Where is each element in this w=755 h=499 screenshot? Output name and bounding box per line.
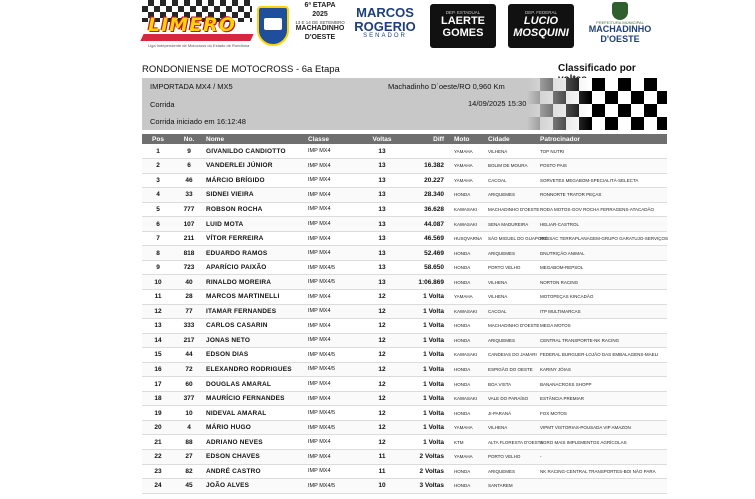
pos-cell: 6 — [142, 217, 174, 232]
city-cell: VILHENA — [486, 289, 538, 304]
sponsor-cell: BANANACROSS SHOPP — [538, 377, 667, 392]
city-cell: VILHENA — [486, 275, 538, 290]
number-cell: 33 — [174, 188, 204, 203]
diff-cell: 1 Volta — [402, 333, 452, 348]
sponsor-cell: AGRO MAIS IMPLEMENTOS AGRÍCOLAS — [538, 435, 667, 450]
bike-cell: KAWASAKI — [452, 348, 486, 363]
race-info-box — [142, 78, 667, 130]
diff-cell: 1 Volta — [402, 348, 452, 363]
sponsor-cell: POSTO PAIS — [538, 159, 667, 174]
sponsor-cell: ESTÂNCIA PREMIAR — [538, 391, 667, 406]
sponsor-laerte-gomes — [430, 4, 496, 48]
laps-cell: 12 — [362, 333, 402, 348]
sponsor-marcos-line1: MARCOS — [356, 5, 414, 20]
pos-cell: 1 — [142, 144, 174, 159]
table-row — [142, 435, 667, 450]
checkered-flag-icon — [527, 78, 667, 130]
rider-name-cell: VANDERLEI JÚNIOR — [204, 159, 306, 174]
bike-cell: HONDA — [452, 275, 486, 290]
city-cell: ALTA FLORESTA D'OESTE — [486, 435, 538, 450]
sponsor-cell: FOX MOTOS — [538, 406, 667, 421]
diff-cell: 1 Volta — [402, 420, 452, 435]
bike-cell: HONDA — [452, 333, 486, 348]
sponsor-lucio-mosquini — [508, 4, 574, 48]
sponsor-cell: DNUTRIÇÃO ANIMAL — [538, 246, 667, 261]
pos-cell: 10 — [142, 275, 174, 290]
city-cell: ARIQUEMES — [486, 246, 538, 261]
laps-cell: 13 — [362, 188, 402, 203]
class-cell: IMP MX4 — [306, 319, 362, 334]
diff-cell: 52.469 — [402, 246, 452, 261]
limero-logo — [142, 0, 252, 52]
col-header-classe: Classe — [306, 134, 362, 144]
class-cell: IMP MX4/5 — [306, 406, 362, 421]
bike-cell: HONDA — [452, 319, 486, 334]
stage-year: 2025 — [312, 10, 328, 18]
class-cell: IMP MX4 — [306, 289, 362, 304]
col-header-cidade: Cidade — [486, 134, 538, 144]
laps-cell: 12 — [362, 377, 402, 392]
number-cell: 45 — [174, 479, 204, 494]
laps-cell: 11 — [362, 449, 402, 464]
diff-cell: 1 Volta — [402, 304, 452, 319]
laps-cell: 12 — [362, 420, 402, 435]
diff-cell: 2 Voltas — [402, 464, 452, 479]
number-cell: 107 — [174, 217, 204, 232]
bike-cell: HONDA — [452, 479, 486, 494]
class-cell: IMP MX4 — [306, 173, 362, 188]
diff-cell: 28.340 — [402, 188, 452, 203]
laps-cell: 12 — [362, 362, 402, 377]
bike-cell: HONDA — [452, 464, 486, 479]
sponsor-laerte-line2: LAERTE — [441, 15, 485, 27]
laps-cell: 13 — [362, 275, 402, 290]
limero-subtitle: Liga Independente de Motocross do Estado de Rondônia — [148, 43, 250, 48]
bike-cell: KAWASAKI — [452, 304, 486, 319]
laps-cell: 10 — [362, 479, 402, 494]
rider-name-cell: MAURÍCIO FERNANDES — [204, 391, 306, 406]
bike-cell: YAMAHA — [452, 159, 486, 174]
rider-name-cell: VÍTOR FERREIRA — [204, 231, 306, 246]
pos-cell: 23 — [142, 464, 174, 479]
rider-name-cell: JONAS NETO — [204, 333, 306, 348]
number-cell: 6 — [174, 159, 204, 174]
city-cell: VILHENA — [486, 420, 538, 435]
bike-cell: HUSQVARNA — [452, 231, 486, 246]
rider-name-cell: JOÃO ALVES — [204, 479, 306, 494]
city-cell: MACHADINHO D'OESTE — [486, 319, 538, 334]
sponsor-marcos-line3: SENADOR — [363, 33, 407, 40]
number-cell: 4 — [174, 420, 204, 435]
sponsor-prefeitura-line2: MACHADINHO — [588, 24, 652, 34]
bike-cell: YAMAHA — [452, 289, 486, 304]
number-cell: 777 — [174, 202, 204, 217]
city-cell: BOA VISTA — [486, 377, 538, 392]
diff-cell: 1 Volta — [402, 289, 452, 304]
rider-name-cell: EDUARDO RAMOS — [204, 246, 306, 261]
laps-cell: 11 — [362, 464, 402, 479]
number-cell: 27 — [174, 449, 204, 464]
table-row — [142, 144, 667, 159]
laps-cell: 12 — [362, 391, 402, 406]
stage-info — [294, 0, 346, 52]
pos-cell: 5 — [142, 202, 174, 217]
diff-cell: 44.087 — [402, 217, 452, 232]
laps-cell: 13 — [362, 202, 402, 217]
sponsor-prefeitura-line3: D'OESTE — [600, 33, 640, 44]
sponsor-cell: CENTRAL TRANSPORTE-NK RACING — [538, 333, 667, 348]
rider-name-cell: MÁRIO HUGO — [204, 420, 306, 435]
table-row — [142, 173, 667, 188]
sponsor-cell: - — [538, 449, 667, 464]
sponsor-cell: HELIAR-CASTROL — [538, 217, 667, 232]
rider-name-cell: EDSON DIAS — [204, 348, 306, 363]
table-row — [142, 348, 667, 363]
diff-cell: 1 Volta — [402, 406, 452, 421]
laps-cell: 13 — [362, 217, 402, 232]
pos-cell: 18 — [142, 391, 174, 406]
number-cell: 77 — [174, 304, 204, 319]
pos-cell: 11 — [142, 289, 174, 304]
pos-cell: 3 — [142, 173, 174, 188]
pos-cell: 7 — [142, 231, 174, 246]
number-cell: 88 — [174, 435, 204, 450]
rider-name-cell: SIDNEI VIEIRA — [204, 188, 306, 203]
class-cell: IMP MX4/5 — [306, 479, 362, 494]
number-cell: 211 — [174, 231, 204, 246]
pos-cell: 20 — [142, 420, 174, 435]
sponsor-cell: NK RACING-CENTRAL TRANSPORTES-BOI NÃO PARA — [538, 464, 667, 479]
class-cell: IMP MX4 — [306, 304, 362, 319]
table-row — [142, 333, 667, 348]
sponsor-marcos-line2: ROGERIO — [354, 18, 416, 34]
table-row — [142, 275, 667, 290]
laps-cell: 12 — [362, 348, 402, 363]
diff-cell: 3 Voltas — [402, 479, 452, 494]
city-cell: MACHADINHO D'OESTE — [486, 202, 538, 217]
table-header-row — [142, 134, 667, 144]
sponsor-cell: KARINY JÓIAS — [538, 362, 667, 377]
stage-number: 6ª ETAPA — [304, 2, 336, 9]
sponsor-lucio-line2: LUCIO — [523, 15, 559, 27]
table-row — [142, 289, 667, 304]
city-cell: ESPIGÃO DO OESTE — [486, 362, 538, 377]
city-cell: PORTO VELHO — [486, 260, 538, 275]
city-cell: VALE DO PARAÍSO — [486, 391, 538, 406]
rider-name-cell: GIVANILDO CANDIOTTO — [204, 144, 306, 159]
stage-city-line2: D'OESTE — [304, 33, 336, 41]
bike-cell: YAMAHA — [452, 449, 486, 464]
pos-cell: 22 — [142, 449, 174, 464]
class-cell: IMP MX4 — [306, 246, 362, 261]
rider-name-cell: MÁRCIO BRÍGIDO — [204, 173, 306, 188]
class-cell: IMP MX4/5 — [306, 275, 362, 290]
number-cell: 9 — [174, 144, 204, 159]
number-cell: 82 — [174, 464, 204, 479]
class-cell: IMP MX4 — [306, 435, 362, 450]
number-cell: 818 — [174, 246, 204, 261]
rider-name-cell: RINALDO MOREIRA — [204, 275, 306, 290]
sponsor-lucio-line3: MOSQUINI — [513, 27, 569, 40]
laps-cell: 13 — [362, 159, 402, 174]
sponsor-cell: MOTOPEÇAS KINCADÃO — [538, 289, 667, 304]
bike-cell: YAMAHA — [452, 144, 486, 159]
diff-cell: 1 Volta — [402, 377, 452, 392]
number-cell: 217 — [174, 333, 204, 348]
laps-cell: 12 — [362, 406, 402, 421]
table-row — [142, 464, 667, 479]
city-cell: BOLIM DE MOURA — [486, 159, 538, 174]
table-row — [142, 304, 667, 319]
number-cell: 40 — [174, 275, 204, 290]
laps-cell: 12 — [362, 304, 402, 319]
class-cell: IMP MX4 — [306, 464, 362, 479]
number-cell: 60 — [174, 377, 204, 392]
city-cell: ARIQUEMES — [486, 464, 538, 479]
col-header-moto: Moto — [452, 134, 486, 144]
class-cell: IMP MX4 — [306, 202, 362, 217]
sponsor-cell: MEGA MOTOS — [538, 319, 667, 334]
sponsor-laerte-line1: DEP. ESTADUAL — [445, 10, 481, 15]
diff-cell: 36.628 — [402, 202, 452, 217]
city-cell: PORTO VELHO — [486, 449, 538, 464]
sponsor-marcos-rogerio — [346, 0, 424, 52]
table-row — [142, 319, 667, 334]
class-cell: IMP MX4 — [306, 377, 362, 392]
laps-cell: 13 — [362, 144, 402, 159]
city-cell: SENA MADUREIRA — [486, 217, 538, 232]
bike-cell: HONDA — [452, 406, 486, 421]
diff-cell: 16.382 — [402, 159, 452, 174]
number-cell: 377 — [174, 391, 204, 406]
bike-cell: YAMAHA — [452, 420, 486, 435]
laps-cell: 13 — [362, 246, 402, 261]
sponsor-cell: TOP NUTRI — [538, 144, 667, 159]
table-row — [142, 246, 667, 261]
col-header-patrocinador: Patrocinador — [538, 134, 667, 144]
classification-title: Classificado por — [558, 63, 636, 74]
city-cell: ARIQUEMES — [486, 188, 538, 203]
rider-name-cell: MARCOS MARTINELLI — [204, 289, 306, 304]
diff-cell: 2 Voltas — [402, 449, 452, 464]
rider-name-cell: LUID MOTA — [204, 217, 306, 232]
diff-cell: 46.569 — [402, 231, 452, 246]
class-cell: IMP MX4 — [306, 231, 362, 246]
laps-cell: 13 — [362, 260, 402, 275]
city-cell: SANTAREM — [486, 479, 538, 494]
pos-cell: 13 — [142, 319, 174, 334]
city-cell: CACOAL — [486, 304, 538, 319]
diff-cell: 1 Volta — [402, 435, 452, 450]
bike-cell: HONDA — [452, 362, 486, 377]
diff-cell — [402, 144, 452, 159]
rider-name-cell: ITAMAR FERNANDES — [204, 304, 306, 319]
class-cell: IMP MX4 — [306, 188, 362, 203]
city-cell: JI-PARANÁ — [486, 406, 538, 421]
table-row — [142, 420, 667, 435]
rider-name-cell: ANDRÉ CASTRO — [204, 464, 306, 479]
number-cell: 28 — [174, 289, 204, 304]
city-cell: CACOAL — [486, 173, 538, 188]
table-row — [142, 479, 667, 494]
col-header-voltas: Voltas — [362, 134, 402, 144]
championship-shield-logo — [252, 0, 294, 52]
pos-cell: 9 — [142, 260, 174, 275]
race-date: 14/09/2025 15:30 — [468, 99, 527, 108]
sponsor-prefeitura — [580, 0, 660, 52]
diff-cell: 1:06.869 — [402, 275, 452, 290]
laps-cell: 12 — [362, 289, 402, 304]
class-cell: IMP MX4/5 — [306, 260, 362, 275]
class-cell: IMP MX4 — [306, 449, 362, 464]
bike-cell: YAMAHA — [452, 173, 486, 188]
bike-cell: KAWASAKI — [452, 217, 486, 232]
sponsor-cell: MEGABOM-REPSOL — [538, 260, 667, 275]
laps-cell: 13 — [362, 231, 402, 246]
bike-cell: HONDA — [452, 246, 486, 261]
number-cell: 723 — [174, 260, 204, 275]
diff-cell: 1 Volta — [402, 319, 452, 334]
table-row — [142, 391, 667, 406]
col-header-no: No. — [174, 134, 204, 144]
diff-cell: 1 Volta — [402, 362, 452, 377]
laps-cell: 12 — [362, 435, 402, 450]
class-cell: IMP MX4 — [306, 159, 362, 174]
rider-name-cell: ELEXANDRO RODRIGUES — [204, 362, 306, 377]
pos-cell: 2 — [142, 159, 174, 174]
class-cell: IMP MX4 — [306, 217, 362, 232]
sponsor-cell: ITP MULTIMARCAS — [538, 304, 667, 319]
city-cell: SÃO MIGUEL DO GUAPORÉ — [486, 231, 538, 246]
shield-icon — [257, 6, 289, 46]
col-header-pos: Pos — [142, 134, 174, 144]
sponsor-cell: RESSAC TERRAPLANAGEM-GRUPO GARATUJO-SERVIÇOS — [538, 231, 667, 246]
pos-cell: 12 — [142, 304, 174, 319]
number-cell: 10 — [174, 406, 204, 421]
laps-cell: 12 — [362, 319, 402, 334]
table-row — [142, 231, 667, 246]
rider-name-cell: CARLOS CASARIN — [204, 319, 306, 334]
number-cell: 46 — [174, 173, 204, 188]
rider-name-cell: DOUGLAS AMARAL — [204, 377, 306, 392]
race-type: Corrida — [150, 100, 175, 109]
rider-name-cell: EDSON CHAVES — [204, 449, 306, 464]
results-table — [142, 134, 667, 494]
laps-cell: 13 — [362, 173, 402, 188]
pos-cell: 16 — [142, 362, 174, 377]
pos-cell: 24 — [142, 479, 174, 494]
pos-cell: 8 — [142, 246, 174, 261]
city-cell: VILHENA — [486, 144, 538, 159]
diff-cell: 58.650 — [402, 260, 452, 275]
limero-wordmark: LIMERO — [148, 14, 236, 36]
table-row — [142, 159, 667, 174]
sponsor-laerte-line3: GOMES — [442, 27, 484, 40]
table-row — [142, 406, 667, 421]
pos-cell: 4 — [142, 188, 174, 203]
stage-city-line1: MACHADINHO — [295, 25, 345, 33]
col-header-diff: Diff — [402, 134, 452, 144]
sponsor-banner — [142, 0, 667, 52]
diff-cell: 1 Volta — [402, 391, 452, 406]
sponsor-cell — [538, 479, 667, 494]
table-row — [142, 449, 667, 464]
table-row — [142, 202, 667, 217]
diff-cell: 20.227 — [402, 173, 452, 188]
pos-cell: 15 — [142, 348, 174, 363]
class-cell: IMP MX4/5 — [306, 348, 362, 363]
number-cell: 72 — [174, 362, 204, 377]
table-row — [142, 377, 667, 392]
class-cell: IMP MX4 — [306, 391, 362, 406]
class-cell: IMP MX4 — [306, 144, 362, 159]
number-cell: 44 — [174, 348, 204, 363]
bike-cell: KAWASAKI — [452, 391, 486, 406]
sponsor-cell: NORTON RACING — [538, 275, 667, 290]
bike-cell: HONDA — [452, 377, 486, 392]
class-cell: IMP MX4/5 — [306, 362, 362, 377]
title-bar — [142, 63, 667, 77]
sponsor-cell: SORVETES MEGABOM-SPECIALITÁ-SELECTA — [538, 173, 667, 188]
sponsor-cell: RONNORTE TRATOR PEÇAS — [538, 188, 667, 203]
col-header-nome: Nome — [204, 134, 306, 144]
bike-cell: KTM — [452, 435, 486, 450]
class-cell: IMP MX4/5 — [306, 420, 362, 435]
pos-cell: 14 — [142, 333, 174, 348]
table-row — [142, 217, 667, 232]
event-title: RONDONIENSE DE MOTOCROSS - 6a Etapa — [142, 64, 340, 75]
race-category: IMPORTADA MX4 / MX5 — [150, 82, 233, 91]
pos-cell: 17 — [142, 377, 174, 392]
rider-name-cell: ROBSON ROCHA — [204, 202, 306, 217]
sponsor-lucio-line1: DEP. FEDERAL — [525, 10, 557, 15]
rider-name-cell: APARÍCIO PAIXÃO — [204, 260, 306, 275]
race-start-time: Corrida iniciado em 16:12:48 — [150, 117, 246, 126]
table-row — [142, 260, 667, 275]
rider-name-cell: NIDEVAL AMARAL — [204, 406, 306, 421]
bike-cell: KAWASAKI — [452, 202, 486, 217]
pos-cell: 21 — [142, 435, 174, 450]
rider-name-cell: ADRIANO NEVES — [204, 435, 306, 450]
city-cell: ARIQUEMES — [486, 333, 538, 348]
sponsor-cell: RODA MOTOS-GOV ROCHA FERRAGENS-ATACADÃO — [538, 202, 667, 217]
sponsor-cell: FEDERAL BURGUER-LOJÃO DAS EMBALAGENS-MAELI — [538, 348, 667, 363]
race-location: Machadinho D´oeste/RO 0,960 Km — [388, 82, 505, 91]
sponsor-cell: VIPMT VISTORIAS-POUSADA VIP AMAZON — [538, 420, 667, 435]
bike-cell: HONDA — [452, 260, 486, 275]
table-row — [142, 362, 667, 377]
results-body — [142, 144, 667, 493]
city-crest-icon — [612, 2, 628, 20]
table-row — [142, 188, 667, 203]
city-cell: CANDEIAS DO JAMARI — [486, 348, 538, 363]
number-cell: 333 — [174, 319, 204, 334]
bike-cell: HONDA — [452, 188, 486, 203]
pos-cell: 19 — [142, 406, 174, 421]
stage-dates: 13 E 14 DE SETEMBRO — [295, 19, 345, 25]
class-cell: IMP MX4 — [306, 333, 362, 348]
sponsor-prefeitura-line1: PREFEITURA MUNICIPAL — [596, 20, 644, 25]
